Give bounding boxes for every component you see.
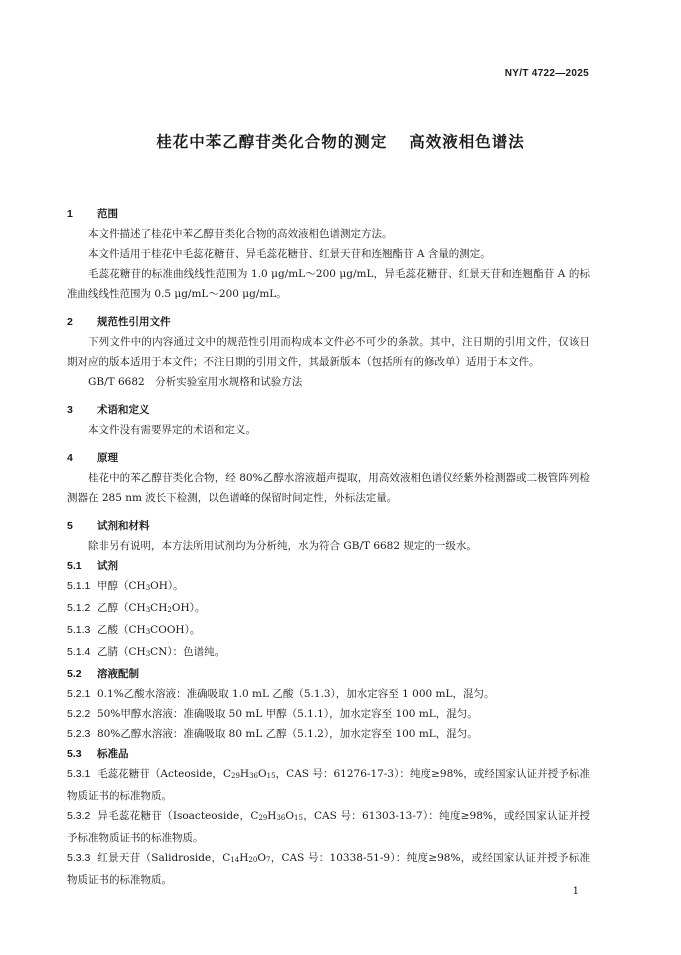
list-item: 5.2.3 80%乙醇水溶液：准确吸取 80 mL 乙醇（5.1.2），加水定容至 100 mL，混匀。 — [67, 728, 478, 740]
paragraph: 本文件描述了桂花中苯乙醇苷类化合物的高效液相色谱测定方法。 — [88, 228, 393, 240]
section-heading-scope: 1 范围 — [67, 208, 118, 220]
list-item: 5.2.2 50%甲醇水溶液：准确吸取 50 mL 甲醇（5.1.1），加水定容至 100 mL，混匀。 — [67, 708, 478, 720]
list-item: 5.1.1 甲醇（CH3OH）。 — [67, 580, 184, 592]
list-item: 5.2.1 0.1%乙酸水溶液：准确吸取 1.0 mL 乙酸（5.1.3），加水定容至 1 000 mL，混匀。 — [67, 688, 495, 700]
list-item: 5.3.1 毛蕊花糖苷（Acteoside，C29H36O15，CAS 号：61276-17-3）：纯度≥98%，或经国家认证并授予标准物质证书的标准物质。 — [67, 768, 590, 802]
paragraph: 本文件没有需要界定的术语和定义。 — [88, 424, 256, 436]
paragraph: 下列文件中的内容通过文中的规范性引用而构成本文件必不可少的条款。其中，注日期的引用文件，仅该日期对应的版本适用于本文件；不注日期的引用文件，其最新版本（包括所有的修改单）适用于本文件。 — [67, 336, 590, 368]
page-number: 1 — [572, 886, 579, 897]
paragraph: 毛蕊花糖苷的标准曲线线性范围为 1.0 μg/mL～200 μg/mL，异毛蕊花糖苷、红景天苷和连翘酯苷 A 的标准曲线线性范围为 0.5 μg/mL～200 μg/mL。 — [67, 268, 590, 300]
document-body — [67, 196, 590, 890]
section-heading-principle: 4 原理 — [67, 452, 118, 464]
subsection-heading-standards: 5.3 标准品 — [67, 748, 129, 760]
document-title — [0, 130, 681, 152]
list-item: 5.1.4 乙腈（CH3CN）：色谱纯。 — [67, 646, 226, 658]
list-item: 5.1.3 乙酸（CH3COOH）。 — [67, 624, 201, 636]
paragraph: 桂花中的苯乙醇苷类化合物，经 80%乙醇水溶液超声提取，用高效液相色谱仪经紫外检测器或二极管阵列检测器在 285 nm 波长下检测，以色谱峰的保留时间定性，外标法定量。 — [67, 472, 590, 504]
list-item: 5.3.2 异毛蕊花糖苷（Isoacteoside，C29H36O15，CAS 号：61303-13-7）：纯度≥98%，或经国家认证并授予标准物质证书的标准物质。 — [67, 810, 591, 844]
subsection-heading-solutions: 5.2 溶液配制 — [67, 668, 139, 680]
section-heading-terms: 3 术语和定义 — [67, 404, 150, 416]
paragraph: 除非另有说明，本方法所用试剂均为分析纯，水为符合 GB/T 6682 规定的一级水。 — [88, 540, 477, 552]
paragraph: 本文件适用于桂花中毛蕊花糖苷、异毛蕊花糖苷、红景天苷和连翘酯苷 A 含量的测定。 — [88, 248, 491, 260]
section-heading-normative-references: 2 规范性引用文件 — [67, 316, 171, 328]
title-method: 高效液相色谱法 — [409, 133, 525, 151]
list-item: 5.1.2 乙醇（CH3CH2OH）。 — [67, 602, 206, 614]
list-item: 5.3.3 红景天苷（Salidroside，C14H20O7，CAS 号：10338-51-9）：纯度≥98%，或经国家认证并授予标准物质证书的标准物质。 — [67, 852, 591, 886]
standard-code: NY/T 4722—2025 — [504, 68, 589, 79]
reference-entry: GB/T 6682 分析实验室用水规格和试验方法 — [88, 376, 303, 388]
section-heading-reagents: 5 试剂和材料 — [67, 520, 150, 532]
title-main: 桂花中苯乙醇苷类化合物的测定 — [156, 133, 388, 151]
subsection-heading-reagents: 5.1 试剂 — [67, 560, 118, 572]
